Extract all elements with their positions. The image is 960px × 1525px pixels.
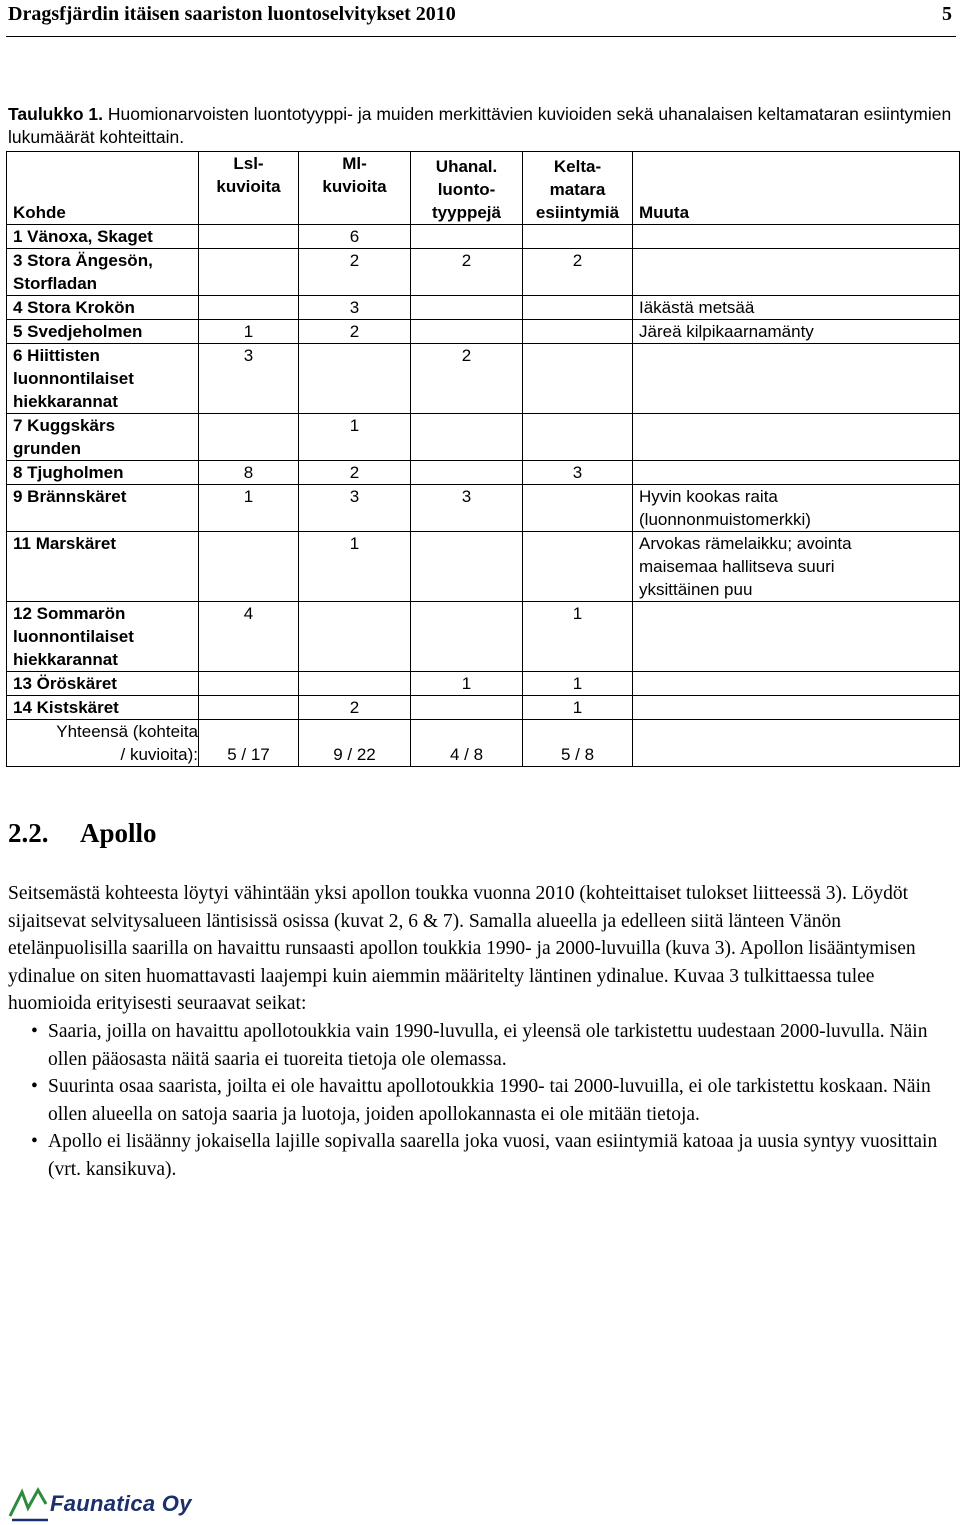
- list-item: • Suurinta osaa saarista, joilta ei ole havaittu apollotoukkia 1990- tai 2000-luvuilla, ei ole tarkistettu koskaan. Näin ollen alueella on satoja saaria ja luotoja, joiden apollokannasta ei ole mitään tietoja.: [8, 1073, 948, 1128]
- cell-muuta: [633, 344, 960, 414]
- cell-uhanal: 1: [411, 672, 523, 696]
- bullet-list: [8, 1018, 948, 1184]
- header-title: Dragsfjärdin itäisen saariston luontoselvitykset 2010: [8, 3, 456, 25]
- col-lsl: Lsl- kuvioita: [199, 152, 299, 225]
- cell-kelta: 1: [523, 696, 633, 720]
- cell-uhanal: [411, 461, 523, 485]
- cell-ml: 2: [299, 696, 411, 720]
- butterfly-logo-icon: [8, 1486, 52, 1522]
- cell-lsl: [199, 696, 299, 720]
- table-row: [7, 414, 960, 461]
- page-number: 5: [942, 3, 952, 25]
- section-number: 2.2.: [8, 818, 49, 848]
- cell-muuta: Hyvin kookas raita (luonnonmuistomerkki): [633, 485, 960, 532]
- cell-uhanal: [411, 696, 523, 720]
- col-muuta: Muuta: [633, 152, 960, 225]
- cell-lsl: [199, 296, 299, 320]
- cell-lsl: 1: [199, 320, 299, 344]
- list-item: • Apollo ei lisäänny jokaisella lajille sopivalla saarella joka vuosi, vaan esiintymiä katoaa ja uusia syntyy vuosittain (vrt. kansikuva).: [8, 1128, 948, 1183]
- col-kohde: Kohde: [7, 152, 199, 225]
- cell-muuta: [633, 225, 960, 249]
- cell-uhanal: 2: [411, 344, 523, 414]
- cell-lsl: [199, 414, 299, 461]
- cell-kelta: [523, 532, 633, 602]
- cell-muuta: Järeä kilpikaarnamänty: [633, 320, 960, 344]
- cell-uhanal: [411, 296, 523, 320]
- caption-text: Huomionarvoisten luontotyyppi- ja muiden merkittävien kuvioiden sekä uhanalaisen keltamataran esiintymien lukumäärät kohteittain.: [8, 104, 952, 147]
- logo-text: Faunatica Oy: [50, 1491, 192, 1516]
- table-row: [7, 672, 960, 696]
- col-uhanal: Uhanal. luonto- tyyppejä: [411, 152, 523, 225]
- kohde-table: [6, 151, 960, 767]
- body-paragraph: Seitsemästä kohteesta löytyi vähintään yksi apollon toukka vuonna 2010 (kohteittaiset tulokset liitteessä 3). Löydöt sijaitsevat selvitysalueen läntisissä osissa (kuvat 2, 6 & 7). Samalla alueella ja edelleen siitä länteen Vänön etelänpuolisilla saarilla on havaittu runsaasti apollon toukkia 1990- ja 2000-luvuilla (kuva 3). Apollon lisääntymisen ydinalue on siten huomattavasti laajempi kuin aiemmin määritelty läntinen ydinalue. Kuvaa 3 tulkittaessa tulee huomioida erityisesti seuraavat seikat:: [8, 883, 916, 1015]
- cell-lsl: [199, 672, 299, 696]
- bullet-icon: •: [31, 1131, 38, 1153]
- table-row: [7, 696, 960, 720]
- cell-kelta: [523, 225, 633, 249]
- cell-muuta: [633, 696, 960, 720]
- cell-kelta: [523, 344, 633, 414]
- cell-kohde: 9 Brännskäret: [7, 485, 199, 532]
- cell-kohde: 4 Stora Krokön: [7, 296, 199, 320]
- table-row: [7, 296, 960, 320]
- cell-muuta: [633, 249, 960, 296]
- cell-lsl: 4: [199, 602, 299, 672]
- cell-muuta: [633, 672, 960, 696]
- table-caption: [8, 103, 953, 149]
- cell-uhanal: [411, 602, 523, 672]
- cell-muuta: [633, 720, 960, 767]
- bullet-icon: •: [31, 1020, 38, 1042]
- cell-ml: 9 / 22: [299, 720, 411, 767]
- cell-muuta: [633, 461, 960, 485]
- cell-ml: 3: [299, 485, 411, 532]
- table-row: [7, 249, 960, 296]
- cell-ml: [299, 602, 411, 672]
- table-total-row: [7, 720, 960, 767]
- cell-uhanal: 3: [411, 485, 523, 532]
- table-row: [7, 461, 960, 485]
- cell-uhanal: 4 / 8: [411, 720, 523, 767]
- cell-kohde: 11 Marskäret: [7, 532, 199, 602]
- cell-uhanal: [411, 532, 523, 602]
- cell-kelta: [523, 320, 633, 344]
- body-text: [8, 880, 948, 1184]
- cell-lsl: [199, 532, 299, 602]
- cell-ml: [299, 344, 411, 414]
- cell-ml: 1: [299, 532, 411, 602]
- section-heading: [8, 818, 157, 849]
- cell-kohde: 5 Svedjeholmen: [7, 320, 199, 344]
- table-header-row: [7, 152, 960, 225]
- table-row: [7, 225, 960, 249]
- cell-muuta: Iäkästä metsää: [633, 296, 960, 320]
- cell-kohde: 13 Öröskäret: [7, 672, 199, 696]
- cell-kelta: [523, 296, 633, 320]
- cell-ml: 2: [299, 461, 411, 485]
- cell-kohde: 7 Kuggskärs grunden: [7, 414, 199, 461]
- cell-muuta: [633, 602, 960, 672]
- cell-muuta: [633, 414, 960, 461]
- cell-kelta: 5 / 8: [523, 720, 633, 767]
- section-title: Apollo: [80, 818, 157, 848]
- cell-ml: 2: [299, 249, 411, 296]
- cell-kelta: 1: [523, 672, 633, 696]
- cell-uhanal: [411, 414, 523, 461]
- cell-uhanal: [411, 225, 523, 249]
- cell-lsl: 3: [199, 344, 299, 414]
- table-row: [7, 485, 960, 532]
- cell-uhanal: [411, 320, 523, 344]
- cell-kohde: 12 Sommarön luonnontilaiset hiekkarannat: [7, 602, 199, 672]
- cell-lsl: 1: [199, 485, 299, 532]
- cell-lsl: 5 / 17: [199, 720, 299, 767]
- col-kelta: Kelta- matara esiintymiä: [523, 152, 633, 225]
- cell-kelta: 1: [523, 602, 633, 672]
- list-item: • Saaria, joilla on havaittu apollotoukkia vain 1990-luvulla, ei yleensä ole tarkistettu uudestaan 2000-luvulla. Näin ollen pääosasta näitä saaria ei tuoreita tietoja ole olemassa.: [8, 1018, 948, 1073]
- cell-lsl: [199, 225, 299, 249]
- table-row: [7, 532, 960, 602]
- bullet-icon: •: [31, 1076, 38, 1098]
- cell-uhanal: 2: [411, 249, 523, 296]
- cell-kohde: 14 Kistskäret: [7, 696, 199, 720]
- faunatica-logo: [8, 1486, 208, 1522]
- cell-muuta: Arvokas rämelaikku; avointa maisemaa hallitseva suuri yksittäinen puu: [633, 532, 960, 602]
- cell-ml: 6: [299, 225, 411, 249]
- cell-kohde: 1 Vänoxa, Skaget: [7, 225, 199, 249]
- cell-kelta: 3: [523, 461, 633, 485]
- col-ml: Ml- kuvioita: [299, 152, 411, 225]
- cell-ml: 3: [299, 296, 411, 320]
- cell-kohde: Yhteensä (kohteita / kuvioita):: [7, 720, 199, 767]
- cell-kelta: 2: [523, 249, 633, 296]
- cell-kohde: 8 Tjugholmen: [7, 461, 199, 485]
- table-row: [7, 602, 960, 672]
- cell-ml: 1: [299, 414, 411, 461]
- table-row: [7, 320, 960, 344]
- page-header: [6, 0, 956, 37]
- table-row: [7, 344, 960, 414]
- cell-ml: 2: [299, 320, 411, 344]
- caption-label: Taulukko 1.: [8, 104, 103, 124]
- cell-ml: [299, 672, 411, 696]
- cell-lsl: [199, 249, 299, 296]
- cell-lsl: 8: [199, 461, 299, 485]
- cell-kohde: 3 Stora Ängesön, Storfladan: [7, 249, 199, 296]
- cell-kohde: 6 Hiittisten luonnontilaiset hiekkarannat: [7, 344, 199, 414]
- cell-kelta: [523, 414, 633, 461]
- cell-kelta: [523, 485, 633, 532]
